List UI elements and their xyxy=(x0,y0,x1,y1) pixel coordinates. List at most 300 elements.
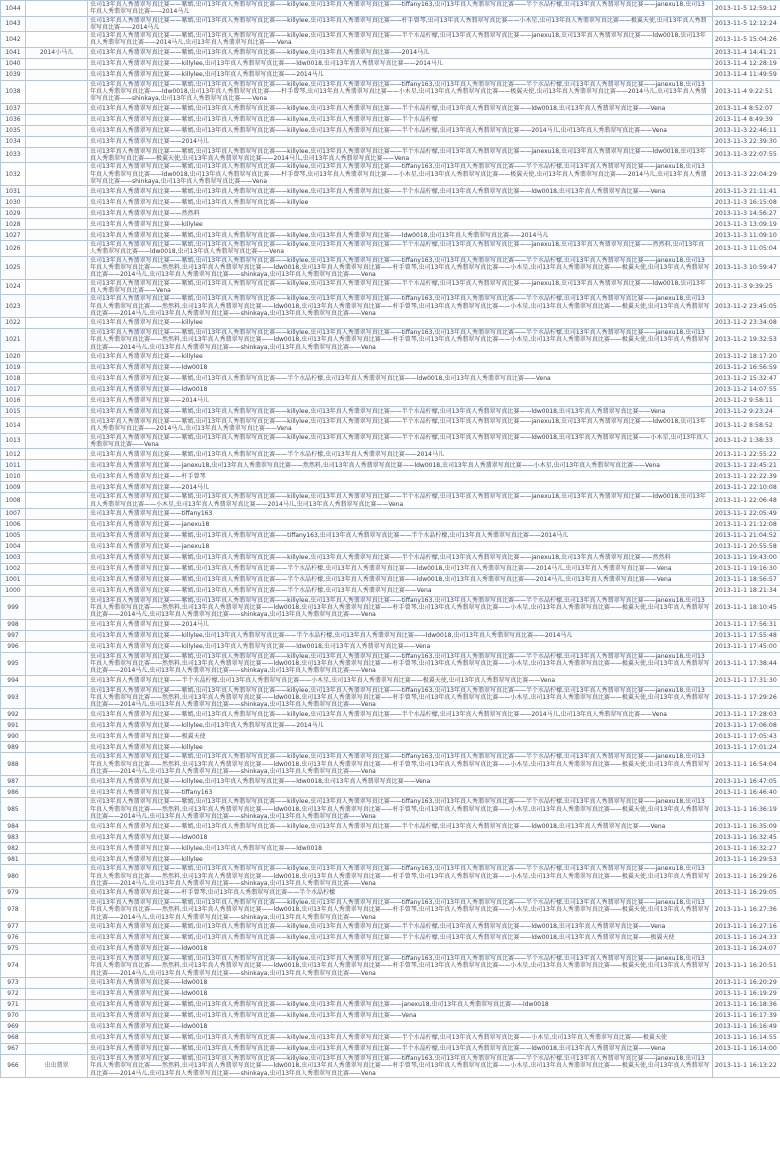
row-id: 985 xyxy=(1,798,26,821)
row-time: 2013-11-3 22:07:55 xyxy=(713,147,780,163)
row-id: 1019 xyxy=(1,363,26,374)
row-voter xyxy=(26,147,88,163)
row-time: 2013-11-3 10:59:47 xyxy=(713,256,780,279)
row-votes: 虫司13年真人秀翡翠写真比赛——紫嫣,虫司13年真人秀翡翠写真比赛——killylee,虫司13年真人秀翡翠写真比赛——半个水晶柠檬,虫司13年真人秀翡翠写真比赛——janexu18,虫司13年真人秀翡翠写真比赛——ldw0018,虫司13年真人秀翡翠写真比赛——小木星,虫司13年真人秀翡翠写真比赛——2014马儿,虫司13年真人秀翡翠写真比赛——Vena xyxy=(88,493,713,509)
row-voter xyxy=(26,641,88,652)
row-id: 1044 xyxy=(1,1,26,17)
table-row xyxy=(1,396,780,407)
table-row xyxy=(1,530,780,541)
row-votes: 虫司13年真人秀翡翠写真比赛——janexu18,虫司13年真人秀翡翠写真比赛——然然料,虫司13年真人秀翡翠写真比赛——ldw0018,虫司13年真人秀翡翠写真比赛——小木星,虫司13年真人秀翡翠写真比赛——Vena xyxy=(88,460,713,471)
table-row xyxy=(1,418,780,434)
row-id: 966 xyxy=(1,1054,26,1077)
row-votes: 虫司13年真人秀翡翠写真比赛——紫嫣,虫司13年真人秀翡翠写真比赛——killylee,虫司13年真人秀翡翠写真比赛——2014马儿 xyxy=(88,47,713,58)
row-votes: 虫司13年真人秀翡翠写真比赛——极翼天使 xyxy=(88,731,713,742)
row-id: 973 xyxy=(1,977,26,988)
row-id: 1012 xyxy=(1,449,26,460)
row-voter xyxy=(26,619,88,630)
row-time: 2013-11-1 17:06:08 xyxy=(713,720,780,731)
row-voter xyxy=(26,80,88,103)
table-row xyxy=(1,787,780,798)
row-votes: 虫司13年真人秀翡翠写真比赛——紫嫣,虫司13年真人秀翡翠写真比赛——半个水晶柠檬,虫司13年真人秀翡翠写真比赛——ldw0018,虫司13年真人秀翡翠写真比赛——2014马儿,虫司13年真人秀翡翠写真比赛——Vena xyxy=(88,563,713,574)
row-voter xyxy=(26,32,88,48)
row-id: 1005 xyxy=(1,530,26,541)
row-voter xyxy=(26,508,88,519)
row-voter xyxy=(26,219,88,230)
row-votes: 虫司13年真人秀翡翠写真比赛——紫嫣,虫司13年真人秀翡翠写真比赛——killylee,虫司13年真人秀翡翠写真比赛——半个水晶柠檬,虫司13年真人秀翡翠写真比赛——janexu18,虫司13年真人秀翡翠写真比赛——ldw0018,虫司13年真人秀翡翠写真比赛——2014马儿,虫司13年真人秀翡翠写真比赛——Vena xyxy=(88,32,713,48)
row-id: 1018 xyxy=(1,374,26,385)
table-row xyxy=(1,574,780,585)
row-id: 996 xyxy=(1,641,26,652)
row-id: 986 xyxy=(1,787,26,798)
row-votes: 虫司13年真人秀翡翠写真比赛——紫嫣,虫司13年真人秀翡翠写真比赛——killylee,虫司13年真人秀翡翠写真比赛——tiffany163,虫司13年真人秀翡翠写真比赛——半个水晶柠檬,虫司13年真人秀翡翠写真比赛——janexu18,虫司13年真人秀翡翠写真比赛——然然料,虫司13年真人秀翡翠写真比赛——ldw0018,虫司13年真人秀翡翠写真比赛——杆手曾琴,虫司13年真人秀翡翠写真比赛——小木星,虫司13年真人秀翡翠写真比赛——极翼天使,虫司13年真人秀翡翠写真比赛——2014马儿,虫司13年真人秀翡翠写真比赛——shinkaya,虫司13年真人秀翡翠写真比赛——Vena xyxy=(88,652,713,675)
row-voter xyxy=(26,1010,88,1021)
row-time: 2013-11-1 16:17:39 xyxy=(713,1010,780,1021)
row-votes: 虫司13年真人秀翡翠写真比赛——killylee xyxy=(88,219,713,230)
table-row xyxy=(1,709,780,720)
table-row xyxy=(1,407,780,418)
table-row xyxy=(1,482,780,493)
row-voter xyxy=(26,944,88,955)
table-row xyxy=(1,69,780,80)
table-row xyxy=(1,103,780,114)
row-time: 2013-11-1 16:20:51 xyxy=(713,955,780,978)
table-row xyxy=(1,742,780,753)
row-id: 1034 xyxy=(1,136,26,147)
row-voter xyxy=(26,279,88,295)
row-time: 2013-11-1 16:32:27 xyxy=(713,843,780,854)
table-row xyxy=(1,999,780,1010)
row-time: 2013-11-4 14:41:21 xyxy=(713,47,780,58)
row-id: 994 xyxy=(1,675,26,686)
row-time: 2013-11-2 16:56:59 xyxy=(713,363,780,374)
row-voter xyxy=(26,493,88,509)
row-voter xyxy=(26,563,88,574)
row-voter xyxy=(26,114,88,125)
row-id: 998 xyxy=(1,619,26,630)
table-row xyxy=(1,854,780,865)
row-time: 2013-11-1 17:31:30 xyxy=(713,675,780,686)
row-time: 2013-11-2 15:32:47 xyxy=(713,374,780,385)
row-votes: 虫司13年真人秀翡翠写真比赛——2014马儿 xyxy=(88,619,713,630)
row-votes: 虫司13年真人秀翡翠写真比赛——killylee xyxy=(88,352,713,363)
row-id: 1026 xyxy=(1,241,26,257)
table-row xyxy=(1,295,780,318)
table-row xyxy=(1,460,780,471)
row-id: 976 xyxy=(1,933,26,944)
row-time: 2013-11-2 23:45:05 xyxy=(713,295,780,318)
row-time: 2013-11-5 15:04:26 xyxy=(713,32,780,48)
row-id: 1042 xyxy=(1,32,26,48)
table-row xyxy=(1,433,780,449)
row-time: 2013-11-1 17:38:44 xyxy=(713,652,780,675)
row-id: 1032 xyxy=(1,163,26,186)
row-voter xyxy=(26,241,88,257)
row-id: 1023 xyxy=(1,295,26,318)
table-row xyxy=(1,58,780,69)
row-votes: 虫司13年真人秀翡翠写真比赛——紫嫣,虫司13年真人秀翡翠写真比赛——killylee,虫司13年真人秀翡翠写真比赛——tiffany163,虫司13年真人秀翡翠写真比赛——半个水晶柠檬,虫司13年真人秀翡翠写真比赛——janexu18,虫司13年真人秀翡翠写真比赛——然然料,虫司13年真人秀翡翠写真比赛——ldw0018,虫司13年真人秀翡翠写真比赛——杆手曾琴,虫司13年真人秀翡翠写真比赛——小木星,虫司13年真人秀翡翠写真比赛——极翼天使,虫司13年真人秀翡翠写真比赛——2014马儿,虫司13年真人秀翡翠写真比赛——shinkaya,虫司13年真人秀翡翠写真比赛——Vena xyxy=(88,256,713,279)
row-id: 1043 xyxy=(1,16,26,32)
table-row xyxy=(1,329,780,352)
row-time: 2013-11-3 22:39:30 xyxy=(713,136,780,147)
row-voter xyxy=(26,58,88,69)
row-id: 1028 xyxy=(1,219,26,230)
row-time: 2013-11-3 11:09:10 xyxy=(713,230,780,241)
row-id: 1015 xyxy=(1,407,26,418)
row-id: 1002 xyxy=(1,563,26,574)
table-row xyxy=(1,843,780,854)
table-row xyxy=(1,493,780,509)
row-time: 2013-11-1 22:45:21 xyxy=(713,460,780,471)
table-row xyxy=(1,519,780,530)
row-id: 975 xyxy=(1,944,26,955)
row-votes: 虫司13年真人秀翡翠写真比赛——紫嫣,虫司13年真人秀翡翠写真比赛——killylee,虫司13年真人秀翡翠写真比赛——tiffany163,虫司13年真人秀翡翠写真比赛——半个水晶柠檬,虫司13年真人秀翡翠写真比赛——janexu18,虫司13年真人秀翡翠写真比赛——然然料,虫司13年真人秀翡翠写真比赛——ldw0018,虫司13年真人秀翡翠写真比赛——杆手曾琴,虫司13年真人秀翡翠写真比赛——小木星,虫司13年真人秀翡翠写真比赛——极翼天使,虫司13年真人秀翡翠写真比赛——2014马儿,虫司13年真人秀翡翠写真比赛——shinkaya,虫司13年真人秀翡翠写真比赛——Vena xyxy=(88,596,713,619)
row-voter xyxy=(26,798,88,821)
row-voter xyxy=(26,1043,88,1054)
row-id: 1008 xyxy=(1,493,26,509)
row-votes: 虫司13年真人秀翡翠写真比赛——紫嫣,虫司13年真人秀翡翠写真比赛——killylee,虫司13年真人秀翡翠写真比赛——ldw0018,虫司13年真人秀翡翠写真比赛——2014马儿 xyxy=(88,230,713,241)
row-votes: 虫司13年真人秀翡翠写真比赛——紫嫣,虫司13年真人秀翡翠写真比赛——killylee,虫司13年真人秀翡翠写真比赛——半个水晶柠檬,虫司13年真人秀翡翠写真比赛——ldw0018,虫司13年真人秀翡翠写真比赛——小木星,虫司13年真人秀翡翠写真比赛——Vena xyxy=(88,433,713,449)
row-time: 2013-11-1 17:01:24 xyxy=(713,742,780,753)
row-time: 2013-11-2 14:07:55 xyxy=(713,385,780,396)
row-votes: 虫司13年真人秀翡翠写真比赛——然然料 xyxy=(88,208,713,219)
row-time: 2013-11-3 11:05:04 xyxy=(713,241,780,257)
row-time: 2013-11-1 17:29:26 xyxy=(713,686,780,709)
row-time: 2013-11-5 12:59:12 xyxy=(713,1,780,17)
table-row xyxy=(1,385,780,396)
row-time: 2013-11-1 16:35:09 xyxy=(713,821,780,832)
row-votes: 虫司13年真人秀翡翠写真比赛——紫嫣,虫司13年真人秀翡翠写真比赛——killylee,虫司13年真人秀翡翠写真比赛——半个水晶柠檬 xyxy=(88,114,713,125)
table-row xyxy=(1,933,780,944)
row-votes: 虫司13年真人秀翡翠写真比赛——janexu18 xyxy=(88,541,713,552)
row-voter xyxy=(26,385,88,396)
row-time: 2013-11-1 17:45:00 xyxy=(713,641,780,652)
table-row xyxy=(1,114,780,125)
row-id: 1003 xyxy=(1,552,26,563)
table-row xyxy=(1,279,780,295)
row-time: 2013-11-1 16:36:19 xyxy=(713,798,780,821)
table-row xyxy=(1,641,780,652)
table-row xyxy=(1,1054,780,1077)
row-voter xyxy=(26,742,88,753)
row-voter xyxy=(26,256,88,279)
row-time: 2013-11-4 8:52:07 xyxy=(713,103,780,114)
row-id: 1021 xyxy=(1,329,26,352)
table-row xyxy=(1,552,780,563)
row-voter xyxy=(26,955,88,978)
row-time: 2013-11-1 16:16:49 xyxy=(713,1021,780,1032)
row-voter xyxy=(26,821,88,832)
table-row xyxy=(1,147,780,163)
row-votes: 虫司13年真人秀翡翠写真比赛——killylee xyxy=(88,854,713,865)
row-voter xyxy=(26,709,88,720)
table-row xyxy=(1,652,780,675)
row-voter xyxy=(26,843,88,854)
row-votes: 虫司13年真人秀翡翠写真比赛——紫嫣,虫司13年真人秀翡翠写真比赛——killylee,虫司13年真人秀翡翠写真比赛——半个水晶柠檬,虫司13年真人秀翡翠写真比赛——janexu18,虫司13年真人秀翡翠写真比赛——然然料 xyxy=(88,552,713,563)
row-votes: 虫司13年真人秀翡翠写真比赛——2014马儿 xyxy=(88,396,713,407)
row-time: 2013-11-1 22:55:22 xyxy=(713,449,780,460)
row-voter xyxy=(26,374,88,385)
row-id: 992 xyxy=(1,709,26,720)
row-id: 1036 xyxy=(1,114,26,125)
row-votes: 虫司13年真人秀翡翠写真比赛——killylee xyxy=(88,318,713,329)
row-id: 1009 xyxy=(1,482,26,493)
row-voter xyxy=(26,136,88,147)
row-id: 1024 xyxy=(1,279,26,295)
row-voter xyxy=(26,396,88,407)
row-voter xyxy=(26,574,88,585)
row-votes: 虫司13年真人秀翡翠写真比赛——killylee xyxy=(88,742,713,753)
row-time: 2013-11-3 9:39:25 xyxy=(713,279,780,295)
row-voter xyxy=(26,125,88,136)
row-id: 1004 xyxy=(1,541,26,552)
table-row xyxy=(1,363,780,374)
table-row xyxy=(1,832,780,843)
row-time: 2013-11-1 16:14:00 xyxy=(713,1043,780,1054)
row-time: 2013-11-1 17:28:03 xyxy=(713,709,780,720)
row-voter xyxy=(26,933,88,944)
row-id: 1010 xyxy=(1,471,26,482)
row-voter xyxy=(26,585,88,596)
table-row xyxy=(1,619,780,630)
row-id: 1027 xyxy=(1,230,26,241)
row-time: 2013-11-1 16:24:33 xyxy=(713,933,780,944)
row-voter: 2014小马儿 xyxy=(26,47,88,58)
row-voter xyxy=(26,103,88,114)
row-voter xyxy=(26,988,88,999)
row-time: 2013-11-1 16:20:29 xyxy=(713,977,780,988)
row-id: 1020 xyxy=(1,352,26,363)
row-id: 997 xyxy=(1,630,26,641)
row-time: 2013-11-1 22:10:08 xyxy=(713,482,780,493)
row-id: 995 xyxy=(1,652,26,675)
row-time: 2013-11-1 16:27:36 xyxy=(713,899,780,922)
row-voter xyxy=(26,329,88,352)
table-row xyxy=(1,163,780,186)
table-row xyxy=(1,318,780,329)
row-time: 2013-11-1 16:19:29 xyxy=(713,988,780,999)
row-votes: 虫司13年真人秀翡翠写真比赛——紫嫣,虫司13年真人秀翡翠写真比赛——killylee,虫司13年真人秀翡翠写真比赛——tiffany163,虫司13年真人秀翡翠写真比赛——半个水晶柠檬,虫司13年真人秀翡翠写真比赛——janexu18,虫司13年真人秀翡翠写真比赛——然然料,虫司13年真人秀翡翠写真比赛——ldw0018,虫司13年真人秀翡翠写真比赛——杆手曾琴,虫司13年真人秀翡翠写真比赛——小木星,虫司13年真人秀翡翠写真比赛——极翼天使,虫司13年真人秀翡翠写真比赛——2014马儿,虫司13年真人秀翡翠写真比赛——shinkaya,虫司13年真人秀翡翠写真比赛——Vena xyxy=(88,329,713,352)
table-row xyxy=(1,563,780,574)
row-votes: 虫司13年真人秀翡翠写真比赛——紫嫣,虫司13年真人秀翡翠写真比赛——killylee,虫司13年真人秀翡翠写真比赛——tiffany163,虫司13年真人秀翡翠写真比赛——半个水晶柠檬,虫司13年真人秀翡翠写真比赛——janexu18,虫司13年真人秀翡翠写真比赛——ldw0018,虫司13年真人秀翡翠写真比赛——杆手曾琴,虫司13年真人秀翡翠写真比赛——小木星,虫司13年真人秀翡翠写真比赛——极翼天使,虫司13年真人秀翡翠写真比赛——2014马儿,虫司13年真人秀翡翠写真比赛——shinkaya,虫司13年真人秀翡翠写真比赛——Vena xyxy=(88,163,713,186)
table-row xyxy=(1,630,780,641)
row-votes: 虫司13年真人秀翡翠写真比赛——紫嫣,虫司13年真人秀翡翠写真比赛——半个水晶柠檬,虫司13年真人秀翡翠写真比赛——Vena xyxy=(88,585,713,596)
table-row xyxy=(1,977,780,988)
table-row xyxy=(1,1021,780,1032)
table-row xyxy=(1,80,780,103)
row-votes: 虫司13年真人秀翡翠写真比赛——紫嫣,虫司13年真人秀翡翠写真比赛——killylee,虫司13年真人秀翡翠写真比赛——半个水晶柠檬,虫司13年真人秀翡翠写真比赛——ldw0018,虫司13年真人秀翡翠写真比赛——Vena xyxy=(88,407,713,418)
row-id: 1006 xyxy=(1,519,26,530)
row-time: 2013-11-3 22:46:11 xyxy=(713,125,780,136)
row-votes: 虫司13年真人秀翡翠写真比赛——紫嫣,虫司13年真人秀翡翠写真比赛——killylee,虫司13年真人秀翡翠写真比赛——janexu18,虫司13年真人秀翡翠写真比赛——ldw0018 xyxy=(88,999,713,1010)
row-voter xyxy=(26,460,88,471)
row-id: 984 xyxy=(1,821,26,832)
row-votes: 虫司13年真人秀翡翠写真比赛——ldw0018 xyxy=(88,385,713,396)
table-row xyxy=(1,374,780,385)
row-votes: 虫司13年真人秀翡翠写真比赛——ldw0018 xyxy=(88,988,713,999)
table-row xyxy=(1,136,780,147)
row-id: 967 xyxy=(1,1043,26,1054)
table-row xyxy=(1,449,780,460)
row-voter xyxy=(26,352,88,363)
row-voter xyxy=(26,787,88,798)
vote-records-body xyxy=(1,1,780,1078)
row-time: 2013-11-3 21:11:41 xyxy=(713,186,780,197)
row-votes: 虫司13年真人秀翡翠写真比赛——紫嫣,虫司13年真人秀翡翠写真比赛——killylee,虫司13年真人秀翡翠写真比赛——Vena xyxy=(88,1010,713,1021)
row-time: 2013-11-2 1:38:33 xyxy=(713,433,780,449)
row-votes: 虫司13年真人秀翡翠写真比赛——紫嫣,虫司13年真人秀翡翠写真比赛——killylee,虫司13年真人秀翡翠写真比赛——tiffany163,虫司13年真人秀翡翠写真比赛——半个水晶柠檬,虫司13年真人秀翡翠写真比赛——janexu18,虫司13年真人秀翡翠写真比赛——ldw0018,虫司13年真人秀翡翠写真比赛——杆手曾琴,虫司13年真人秀翡翠写真比赛——小木星,虫司13年真人秀翡翠写真比赛——极翼天使,虫司13年真人秀翡翠写真比赛——2014马儿,虫司13年真人秀翡翠写真比赛——shinkaya,虫司13年真人秀翡翠写真比赛——Vena xyxy=(88,80,713,103)
row-time: 2013-11-3 14:56:27 xyxy=(713,208,780,219)
row-votes: 虫司13年真人秀翡翠写真比赛——2014马儿 xyxy=(88,482,713,493)
table-row xyxy=(1,197,780,208)
row-id: 974 xyxy=(1,955,26,978)
row-id: 1007 xyxy=(1,508,26,519)
row-votes: 虫司13年真人秀翡翠写真比赛——紫嫣,虫司13年真人秀翡翠写真比赛——killylee,虫司13年真人秀翡翠写真比赛——半个水晶柠檬,虫司13年真人秀翡翠写真比赛——ldw0018,虫司13年真人秀翡翠写真比赛——极翼天使 xyxy=(88,933,713,944)
row-votes: 虫司13年真人秀翡翠写真比赛——紫嫣,虫司13年真人秀翡翠写真比赛——killylee,虫司13年真人秀翡翠写真比赛——半个水晶柠檬,虫司13年真人秀翡翠写真比赛——ldw0018,虫司13年真人秀翡翠写真比赛——Vena xyxy=(88,1043,713,1054)
row-time: 2013-11-1 17:05:43 xyxy=(713,731,780,742)
table-row xyxy=(1,186,780,197)
row-time: 2013-11-1 16:46:40 xyxy=(713,787,780,798)
row-time: 2013-11-2 19:32:53 xyxy=(713,329,780,352)
row-votes: 虫司13年真人秀翡翠写真比赛——紫嫣,虫司13年真人秀翡翠写真比赛——killylee xyxy=(88,197,713,208)
row-votes: 虫司13年真人秀翡翠写真比赛——紫嫣,虫司13年真人秀翡翠写真比赛——killylee,虫司13年真人秀翡翠写真比赛——半个水晶柠檬,虫司13年真人秀翡翠写真比赛——2014马儿,虫司13年真人秀翡翠写真比赛——Vena xyxy=(88,125,713,136)
row-time: 2013-11-1 17:56:31 xyxy=(713,619,780,630)
row-votes: 虫司13年真人秀翡翠写真比赛——killylee,虫司13年真人秀翡翠写真比赛——半个水晶柠檬,虫司13年真人秀翡翠写真比赛——ldw0018,虫司13年真人秀翡翠写真比赛——2014马儿 xyxy=(88,630,713,641)
row-time: 2013-11-1 16:29:53 xyxy=(713,854,780,865)
row-time: 2013-11-3 22:04:29 xyxy=(713,163,780,186)
row-votes: 虫司13年真人秀翡翠写真比赛——紫嫣,虫司13年真人秀翡翠写真比赛——killylee,虫司13年真人秀翡翠写真比赛——半个水晶柠檬,虫司13年真人秀翡翠写真比赛——janexu18,虫司13年真人秀翡翠写真比赛——ldw0018,虫司13年真人秀翡翠写真比赛——极翼天使,虫司13年真人秀翡翠写真比赛——2014马儿,虫司13年真人秀翡翠写真比赛——Vena xyxy=(88,147,713,163)
row-id: 1037 xyxy=(1,103,26,114)
row-voter: 虫虫翡翠 xyxy=(26,1054,88,1077)
row-voter xyxy=(26,720,88,731)
table-row xyxy=(1,753,780,776)
row-time: 2013-11-1 16:29:05 xyxy=(713,888,780,899)
row-voter xyxy=(26,675,88,686)
row-votes: 虫司13年真人秀翡翠写真比赛——紫嫣,虫司13年真人秀翡翠写真比赛——killylee,虫司13年真人秀翡翠写真比赛——tiffany163,虫司13年真人秀翡翠写真比赛——半个水晶柠檬,虫司13年真人秀翡翠写真比赛——janexu18,虫司13年真人秀翡翠写真比赛——2014马儿 xyxy=(88,1,713,17)
row-id: 1031 xyxy=(1,186,26,197)
row-id: 1000 xyxy=(1,585,26,596)
row-voter xyxy=(26,363,88,374)
row-id: 979 xyxy=(1,888,26,899)
row-voter xyxy=(26,596,88,619)
row-id: 969 xyxy=(1,1021,26,1032)
row-votes: 虫司13年真人秀翡翠写真比赛——紫嫣,虫司13年真人秀翡翠写真比赛——killylee,虫司13年真人秀翡翠写真比赛——tiffany163,虫司13年真人秀翡翠写真比赛——半个水晶柠檬,虫司13年真人秀翡翠写真比赛——janexu18,虫司13年真人秀翡翠写真比赛——然然料,虫司13年真人秀翡翠写真比赛——ldw0018,虫司13年真人秀翡翠写真比赛——杆手曾琴,虫司13年真人秀翡翠写真比赛——小木星,虫司13年真人秀翡翠写真比赛——极翼天使,虫司13年真人秀翡翠写真比赛——2014马儿,虫司13年真人秀翡翠写真比赛——shinkaya,虫司13年真人秀翡翠写真比赛——Vena xyxy=(88,899,713,922)
row-id: 980 xyxy=(1,865,26,888)
row-id: 1025 xyxy=(1,256,26,279)
row-voter xyxy=(26,449,88,460)
row-votes: 虫司13年真人秀翡翠写真比赛——紫嫣,虫司13年真人秀翡翠写真比赛——killylee,虫司13年真人秀翡翠写真比赛——tiffany163,虫司13年真人秀翡翠写真比赛——半个水晶柠檬,虫司13年真人秀翡翠写真比赛——janexu18,虫司13年真人秀翡翠写真比赛——然然料,虫司13年真人秀翡翠写真比赛——ldw0018,虫司13年真人秀翡翠写真比赛——杆手曾琴,虫司13年真人秀翡翠写真比赛——小木星,虫司13年真人秀翡翠写真比赛——极翼天使,虫司13年真人秀翡翠写真比赛——2014马儿,虫司13年真人秀翡翠写真比赛——shinkaya,虫司13年真人秀翡翠写真比赛——Vena xyxy=(88,1054,713,1077)
row-time: 2013-11-3 16:15:08 xyxy=(713,197,780,208)
table-row xyxy=(1,731,780,742)
row-votes: 虫司13年真人秀翡翠写真比赛——ldw0018 xyxy=(88,363,713,374)
row-time: 2013-11-1 16:14:55 xyxy=(713,1032,780,1043)
table-row xyxy=(1,686,780,709)
row-voter xyxy=(26,530,88,541)
table-row xyxy=(1,675,780,686)
table-row xyxy=(1,230,780,241)
row-time: 2013-11-1 16:18:36 xyxy=(713,999,780,1010)
row-votes: 虫司13年真人秀翡翠写真比赛——janexu18 xyxy=(88,519,713,530)
table-row xyxy=(1,922,780,933)
row-id: 1035 xyxy=(1,125,26,136)
table-row xyxy=(1,798,780,821)
row-votes: 虫司13年真人秀翡翠写真比赛——2014马儿 xyxy=(88,136,713,147)
row-id: 1016 xyxy=(1,396,26,407)
table-row xyxy=(1,208,780,219)
row-voter xyxy=(26,922,88,933)
row-voter xyxy=(26,482,88,493)
row-time: 2013-11-3 13:09:19 xyxy=(713,219,780,230)
row-voter xyxy=(26,69,88,80)
table-row xyxy=(1,888,780,899)
row-time: 2013-11-1 21:12:08 xyxy=(713,519,780,530)
row-voter xyxy=(26,295,88,318)
row-id: 1039 xyxy=(1,69,26,80)
row-id: 991 xyxy=(1,720,26,731)
row-voter xyxy=(26,1032,88,1043)
row-id: 987 xyxy=(1,776,26,787)
row-voter xyxy=(26,899,88,922)
row-voter xyxy=(26,471,88,482)
row-id: 989 xyxy=(1,742,26,753)
row-time: 2013-11-1 16:32:45 xyxy=(713,832,780,843)
row-voter xyxy=(26,318,88,329)
row-time: 2013-11-1 16:47:05 xyxy=(713,776,780,787)
row-id: 1013 xyxy=(1,433,26,449)
table-row xyxy=(1,16,780,32)
row-time: 2013-11-1 21:04:52 xyxy=(713,530,780,541)
row-votes: 虫司13年真人秀翡翠写真比赛——紫嫣,虫司13年真人秀翡翠写真比赛——半个水晶柠檬,虫司13年真人秀翡翠写真比赛——ldw0018,虫司13年真人秀翡翠写真比赛——2014马儿,虫司13年真人秀翡翠写真比赛——Vena xyxy=(88,574,713,585)
row-id: 971 xyxy=(1,999,26,1010)
row-votes: 虫司13年真人秀翡翠写真比赛——ldw0018 xyxy=(88,832,713,843)
row-id: 1014 xyxy=(1,418,26,434)
table-row xyxy=(1,1032,780,1043)
row-voter xyxy=(26,197,88,208)
row-id: 983 xyxy=(1,832,26,843)
row-voter xyxy=(26,686,88,709)
row-voter xyxy=(26,854,88,865)
row-voter xyxy=(26,541,88,552)
row-votes: 虫司13年真人秀翡翠写真比赛——紫嫣,虫司13年真人秀翡翠写真比赛——killylee,虫司13年真人秀翡翠写真比赛——tiffany163,虫司13年真人秀翡翠写真比赛——半个水晶柠檬,虫司13年真人秀翡翠写真比赛——janexu18,虫司13年真人秀翡翠写真比赛——然然料,虫司13年真人秀翡翠写真比赛——ldw0018,虫司13年真人秀翡翠写真比赛——杆手曾琴,虫司13年真人秀翡翠写真比赛——小木星,虫司13年真人秀翡翠写真比赛——极翼天使,虫司13年真人秀翡翠写真比赛——2014马儿,虫司13年真人秀翡翠写真比赛——shinkaya,虫司13年真人秀翡翠写真比赛——Vena xyxy=(88,753,713,776)
row-votes: 虫司13年真人秀翡翠写真比赛——紫嫣,虫司13年真人秀翡翠写真比赛——半个水晶柠檬,虫司13年真人秀翡翠写真比赛——2014马儿 xyxy=(88,449,713,460)
row-id: 981 xyxy=(1,854,26,865)
row-votes: 虫司13年真人秀翡翠写真比赛——ldw0018 xyxy=(88,1021,713,1032)
row-time: 2013-11-2 8:58:52 xyxy=(713,418,780,434)
row-votes: 虫司13年真人秀翡翠写真比赛——紫嫣,虫司13年真人秀翡翠写真比赛——killylee,虫司13年真人秀翡翠写真比赛——半个水晶柠檬,虫司13年真人秀翡翠写真比赛——小木星,虫司13年真人秀翡翠写真比赛——极翼天使 xyxy=(88,1032,713,1043)
table-row xyxy=(1,219,780,230)
row-votes: 虫司13年真人秀翡翠写真比赛——紫嫣,虫司13年真人秀翡翠写真比赛——killylee,虫司13年真人秀翡翠写真比赛——半个水晶柠檬,虫司13年真人秀翡翠写真比赛——2014马儿,虫司13年真人秀翡翠写真比赛——Vena xyxy=(88,709,713,720)
row-voter xyxy=(26,652,88,675)
row-id: 990 xyxy=(1,731,26,742)
row-id: 1029 xyxy=(1,208,26,219)
row-time: 2013-11-4 11:49:59 xyxy=(713,69,780,80)
row-votes: 虫司13年真人秀翡翠写真比赛——半个水晶柠檬,虫司13年真人秀翡翠写真比赛——小木星,虫司13年真人秀翡翠写真比赛——极翼天使,虫司13年真人秀翡翠写真比赛——Vena xyxy=(88,675,713,686)
row-votes: 虫司13年真人秀翡翠写真比赛——紫嫣,虫司13年真人秀翡翠写真比赛——killylee,虫司13年真人秀翡翠写真比赛——半个水晶柠檬,虫司13年真人秀翡翠写真比赛——ldw0018,虫司13年真人秀翡翠写真比赛——Vena xyxy=(88,186,713,197)
row-id: 1011 xyxy=(1,460,26,471)
table-row xyxy=(1,1043,780,1054)
row-time: 2013-11-1 18:56:57 xyxy=(713,574,780,585)
table-row xyxy=(1,471,780,482)
table-row xyxy=(1,596,780,619)
row-votes: 虫司13年真人秀翡翠写真比赛——killylee,虫司13年真人秀翡翠写真比赛——2014马儿 xyxy=(88,720,713,731)
row-time: 2013-11-1 19:43:00 xyxy=(713,552,780,563)
table-row xyxy=(1,944,780,955)
row-id: 1030 xyxy=(1,197,26,208)
row-time: 2013-11-1 22:22:39 xyxy=(713,471,780,482)
row-time: 2013-11-1 17:55:48 xyxy=(713,630,780,641)
row-votes: 虫司13年真人秀翡翠写真比赛——紫嫣,虫司13年真人秀翡翠写真比赛——killylee,虫司13年真人秀翡翠写真比赛——tiffany163,虫司13年真人秀翡翠写真比赛——半个水晶柠檬,虫司13年真人秀翡翠写真比赛——janexu18,虫司13年真人秀翡翠写真比赛——然然料,虫司13年真人秀翡翠写真比赛——ldw0018,虫司13年真人秀翡翠写真比赛——杆手曾琴,虫司13年真人秀翡翠写真比赛——小木星,虫司13年真人秀翡翠写真比赛——极翼天使,虫司13年真人秀翡翠写真比赛——2014马儿,虫司13年真人秀翡翠写真比赛——shinkaya,虫司13年真人秀翡翠写真比赛——Vena xyxy=(88,295,713,318)
row-time: 2013-11-4 12:28:19 xyxy=(713,58,780,69)
row-time: 2013-11-2 23:34:08 xyxy=(713,318,780,329)
